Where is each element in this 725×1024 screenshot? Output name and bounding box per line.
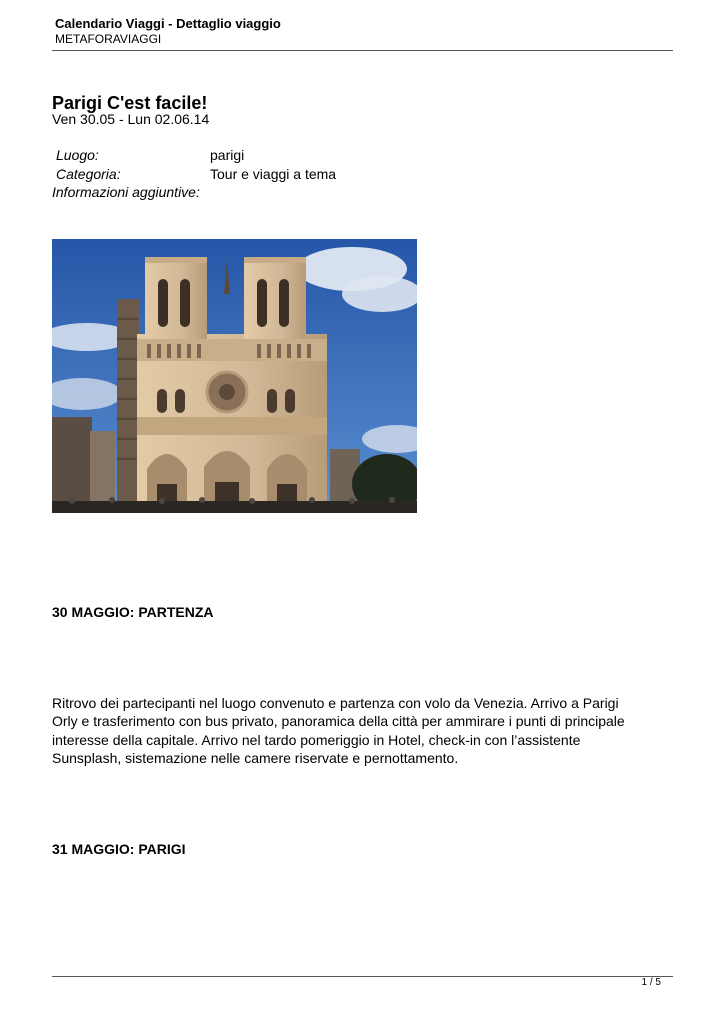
luogo-value: parigi — [210, 147, 245, 163]
section-paragraph-30-maggio — [52, 694, 672, 767]
paragraph-line: Orly e trasferimento con bus privato, panoramica della città per ammirare i punti di principale — [52, 713, 625, 730]
paragraph-line: Ritrovo dei partecipanti nel luogo convenuto e partenza con volo da Venezia. Arrivo a Parigi — [52, 695, 619, 711]
trip-title: Parigi C'est facile! — [52, 93, 208, 113]
section-title-31-maggio: 31 MAGGIO: PARIGI — [52, 841, 186, 857]
header-subtitle: METAFORAVIAGGI — [55, 32, 162, 46]
categoria-value: Tour e viaggi a tema — [210, 166, 337, 182]
header-title: Calendario Viaggi - Dettaglio viaggio — [55, 16, 281, 31]
footer-divider — [52, 976, 673, 977]
notre-dame-photo — [52, 239, 417, 513]
page-number: 1 / 5 — [641, 977, 661, 988]
luogo-label: Luogo: — [56, 147, 99, 163]
info-label: Informazioni aggiuntive: — [52, 184, 200, 200]
trip-dates: Ven 30.05 - Lun 02.06.14 — [52, 111, 210, 127]
section-title-30-maggio: 30 MAGGIO: PARTENZA — [52, 604, 214, 620]
header-divider — [52, 50, 673, 51]
paragraph-line: Sunsplash, sistemazione nelle camere riservate e pernottamento. — [52, 749, 459, 766]
paragraph-line: interesse della capitale. Arrivo nel tardo pomeriggio in Hotel, check-in con l’assistente — [52, 731, 581, 748]
categoria-label: Categoria: — [56, 166, 121, 182]
